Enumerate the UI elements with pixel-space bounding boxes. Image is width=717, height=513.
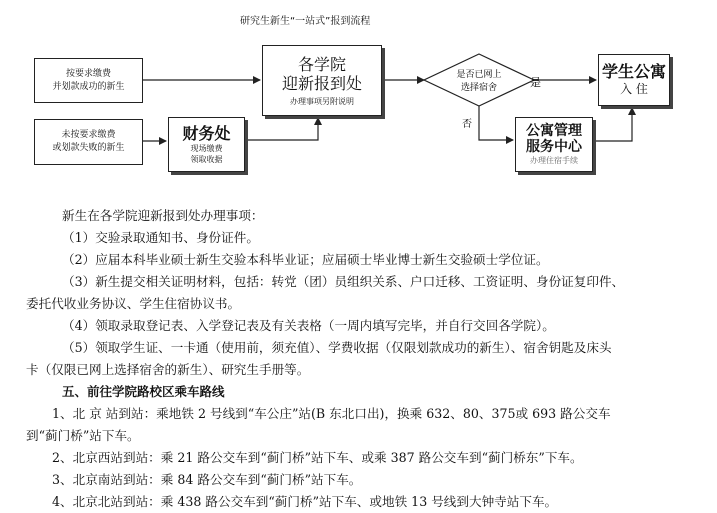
- apartment-service-center-box: 公寓管理 服务中心 办理住宿手续: [515, 117, 593, 172]
- route-1-cont: 到“蓟门桥”站下车。: [26, 428, 140, 443]
- decision-line-2: 选择宿舍: [460, 83, 498, 93]
- decision-diamond: [424, 54, 534, 106]
- intro-line: 新生在各学院迎新报到处办理事项：: [62, 208, 264, 223]
- arrow-finance-to-college: [245, 118, 318, 140]
- item-3-cont: 委托代收业务协议、学生住宿协议书。: [26, 296, 241, 311]
- document-body: [26, 205, 706, 513]
- decision-line-1: 是否已网上: [456, 70, 502, 80]
- item-1: （1）交验录取通知书、身份证件。: [62, 230, 259, 245]
- section-heading: 五、前往学院路校区乘车路线: [62, 384, 225, 399]
- no-label: 否: [462, 119, 472, 130]
- unpaid-students-box: 未按要求缴费 或划款失败的新生: [34, 119, 143, 165]
- route-2: 2、北京西站到站：乘 21 路公交车到“蓟门桥”站下车、或乘 387 路公交车到“蓟门桥东”下车。: [52, 450, 583, 465]
- paid-students-box: 按要求缴费 并划款成功的新生: [34, 58, 143, 103]
- finance-title: 财务处: [182, 124, 231, 143]
- finance-office-box: 财务处 现场缴费 领取收据: [168, 117, 245, 172]
- arrow-center-to-apartment: [593, 108, 632, 141]
- route-1: 1、北 京 站到站：乘地铁 2 号线到“车公庄”站(B 东北口出)，换乘 632、80、375或 693 路公交车: [52, 406, 611, 421]
- item-5-cont: 卡（仅限已网上选择宿舍的新生）、研究生手册等。: [26, 362, 310, 377]
- item-3: （3）新生提交相关证明材料，包括：转党（团）员组织关系、户口迁移、工资证明、身份证复印件、: [62, 274, 625, 289]
- apartment-title: 学生公寓: [601, 62, 666, 81]
- yes-label: 是: [530, 76, 541, 89]
- student-apartment-box: 学生公寓 入 住: [598, 54, 670, 106]
- item-5: （5）领取学生证、一卡通（使用前，须充值）、学费收据（仅限划款成功的新生）、宿舍钥匙及床头: [62, 340, 612, 355]
- route-4: 4、北京北站到站：乘 438 路公交车到“蓟门桥”站下车、或地铁 13 号线到大钟寺站下车。: [52, 494, 558, 509]
- route-3: 3、北京南站到站：乘 84 路公交车到“蓟门桥”站下车。: [52, 472, 362, 487]
- college-registration-box: 各学院 迎新报到处 办理事项另附说明: [262, 45, 382, 116]
- item-4: （4）领取录取登记表、入学登记表及有关表格（一周内填写完毕，并自行交回各学院）。: [62, 318, 555, 333]
- page-title: 研究生新生“一站式”报到流程: [240, 16, 371, 27]
- arrow-decision-to-center: [479, 104, 513, 140]
- item-2: （2）应届本科毕业硕士新生交验本科毕业证；应届硕士毕业博士新生交验硕士学位证。: [62, 252, 549, 267]
